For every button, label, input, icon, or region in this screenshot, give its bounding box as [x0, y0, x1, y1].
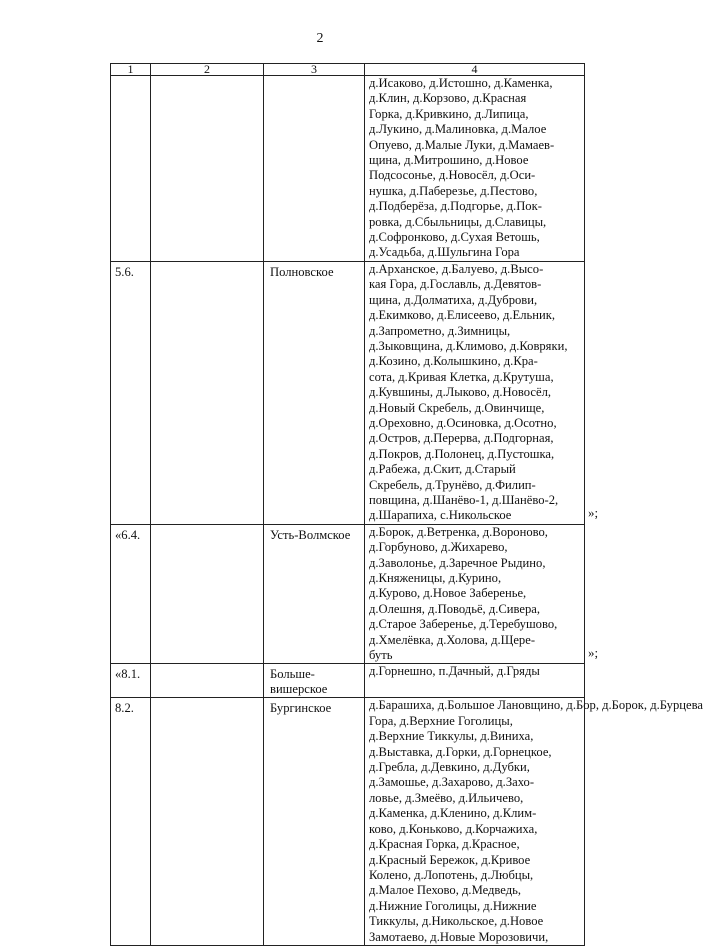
villages-line: д.Барашиха, д.Большое Лановщино, д.Бор, д.Борок, д.Бурцева: [369, 698, 703, 713]
villages-line: Колено, д.Лопотень, д.Любцы,: [369, 867, 534, 882]
villages-line: д.Олешня, д.Поводьё, д.Сивера,: [369, 601, 541, 616]
villages-line: Опуево, д.Малые Луки, д.Мамаев-: [369, 137, 555, 152]
villages-line: Замотаево, д.Новые Морозовичи,: [369, 929, 549, 944]
settlement-name: Полновское: [264, 261, 365, 524]
villages-line: д.Рабежа, д.Скит, д.Старый: [369, 462, 516, 477]
villages-line: ково, д.Коньково, д.Корчажиха,: [369, 821, 538, 836]
villages-line: д.Екимково, д.Елисеево, д.Ельник,: [369, 308, 555, 323]
settlement-name: Усть-Волмское: [264, 524, 365, 664]
villages-list: [365, 664, 585, 698]
column-number: 1: [111, 64, 151, 76]
villages-line: Гора, д.Верхние Гоголицы,: [369, 713, 513, 728]
villages-line: д.Борок, д.Ветренка, д.Вороново,: [369, 524, 548, 539]
villages-line: буть: [369, 648, 393, 663]
villages-line: д.Козино, д.Колышкино, д.Кра-: [369, 354, 538, 369]
villages-list: [365, 261, 585, 524]
villages-line: д.Выставка, д.Горки, д.Горнецкое,: [369, 744, 552, 759]
column-2-cell: [151, 524, 264, 664]
villages-line: д.Остров, д.Перерва, д.Подгорная,: [369, 431, 554, 446]
table-row: [111, 664, 585, 698]
villages-line: ловье, д.Змеёво, д.Ильичево,: [369, 790, 524, 805]
villages-line: д.Каменка, д.Кленино, д.Клим-: [369, 806, 537, 821]
settlement-name: Больше-вишерское: [264, 664, 365, 698]
villages-line: д.Усадьба, д.Шульгина Гора: [369, 245, 520, 260]
villages-line: д.Лукино, д.Малиновка, д.Малое: [369, 122, 547, 137]
column-2-cell: [151, 664, 264, 698]
villages-line: д.Исаково, д.Истошно, д.Каменка,: [369, 76, 553, 90]
villages-list: [365, 524, 585, 664]
table-row: [111, 524, 585, 664]
villages-line: Скребель, д.Трунёво, д.Филип-: [369, 477, 536, 492]
villages-line: д.Шарапиха, с.Никольское: [369, 508, 512, 523]
villages-line: д.Запрометно, д.Зимницы,: [369, 323, 511, 338]
villages-line: Подсосонье, д.Новосёл, д.Оси-: [369, 168, 536, 183]
settlement-name: Бургинское: [264, 698, 365, 946]
villages-line: д.Замошье, д.Захарово, д.Захо-: [369, 775, 535, 790]
villages-line: д.Курово, д.Новое Заберенье,: [369, 586, 527, 601]
villages-line: д.Верхние Тиккулы, д.Виниха,: [369, 729, 534, 744]
table-row: [111, 261, 585, 524]
column-number: 2: [151, 64, 264, 76]
villages-line: д.Зыковщина, д.Климово, д.Ковряки,: [369, 338, 568, 353]
villages-line: щина, д.Долматиха, д.Дуброви,: [369, 292, 538, 307]
villages-line: повщина, д.Шанёво-1, д.Шанёво-2,: [369, 492, 559, 507]
villages-line: д.Заволонье, д.Заречное Рыдино,: [369, 555, 546, 570]
row-number: 5.6.: [111, 261, 151, 524]
closing-quote-mark: »;: [588, 644, 599, 660]
villages-line: д.Старое Заберенье, д.Теребушово,: [369, 617, 558, 632]
villages-line: Тиккулы, д.Никольское, д.Новое: [369, 914, 544, 929]
settlement-name: [264, 76, 365, 262]
villages-line: д.Малое Пехово, д.Медведь,: [369, 883, 522, 898]
closing-quote-mark: »;: [588, 505, 599, 521]
villages-line: д.Нижние Гоголицы, д.Нижние: [369, 898, 537, 913]
villages-line: сота, д.Кривая Клетка, д.Крутуша,: [369, 369, 554, 384]
villages-line: ровка, д.Сбыльницы, д.Славицы,: [369, 214, 547, 229]
villages-line: д.Покров, д.Полонец, д.Пустошка,: [369, 446, 555, 461]
row-number: [111, 76, 151, 262]
villages-line: д.Гребла, д.Девкино, д.Дубки,: [369, 760, 530, 775]
villages-line: д.Княженицы, д.Курино,: [369, 571, 502, 585]
villages-line: д.Красный Бережок, д.Кривое: [369, 852, 531, 867]
villages-line: д.Хмелёвка, д.Холова, д.Щере-: [369, 632, 536, 647]
column-2-cell: [151, 76, 264, 262]
villages-line: д.Горнешно, п.Дачный, д.Гряды: [369, 664, 540, 679]
registry-table: [110, 62, 703, 946]
column-2-cell: [151, 261, 264, 524]
villages-line: д.Горбуново, д.Жихарево,: [369, 540, 508, 555]
row-number: «8.1.: [111, 664, 151, 698]
villages-line: д.Ореховно, д.Осиновка, д.Осотно,: [369, 415, 557, 430]
column-number: 3: [264, 64, 365, 76]
villages-line: д.Арханское, д.Балуево, д.Высо-: [369, 261, 544, 276]
villages-line: кая Гора, д.Гославль, д.Девятов-: [369, 277, 542, 292]
villages-line: щина, д.Митрошино, д.Новое: [369, 153, 529, 168]
villages-line: д.Софронково, д.Сухая Ветошь,: [369, 230, 540, 245]
villages-list: [365, 76, 585, 262]
villages-list: [365, 698, 703, 946]
table-row: [111, 698, 585, 946]
table-row: [111, 76, 585, 262]
villages-line: д.Кувшины, д.Лыково, д.Новосёл,: [369, 385, 552, 400]
villages-line: д.Клин, д.Корзово, д.Красная: [369, 91, 527, 106]
villages-line: д.Новый Скребель, д.Овинчище,: [369, 400, 545, 415]
row-number: 8.2.: [111, 698, 151, 946]
villages-line: Горка, д.Кривкино, д.Липица,: [369, 106, 529, 121]
page-number: 2: [316, 31, 324, 46]
column-2-cell: [151, 698, 264, 946]
villages-line: д.Красная Горка, д.Красное,: [369, 837, 520, 852]
column-number-row: [111, 64, 585, 76]
row-number: «6.4.: [111, 524, 151, 664]
villages-line: д.Подберёза, д.Подгорье, д.Пок-: [369, 199, 542, 214]
column-number: 4: [365, 64, 585, 76]
villages-line: нушка, д.Паберезье, д.Пестово,: [369, 183, 538, 198]
